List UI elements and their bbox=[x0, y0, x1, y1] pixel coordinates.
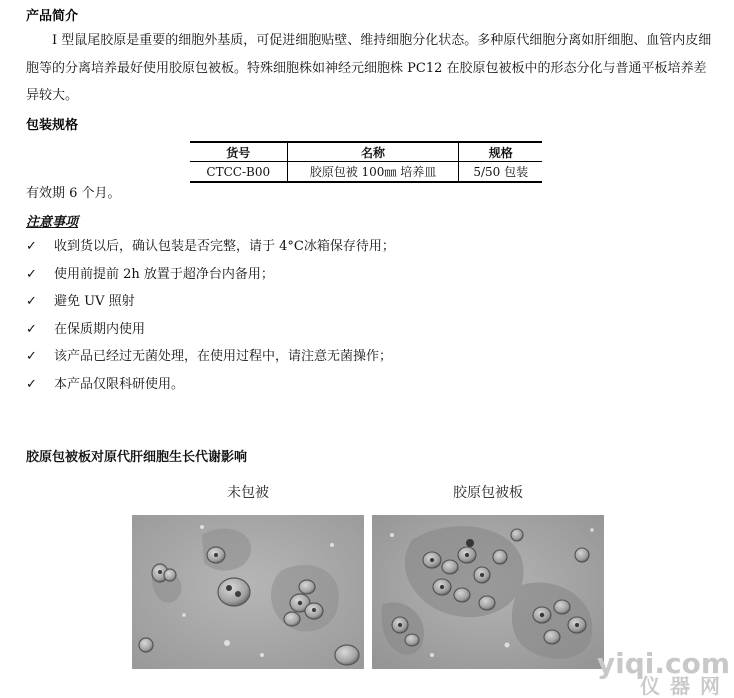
column-header-spec: 规格 bbox=[459, 142, 542, 162]
check-icon: ✓ bbox=[26, 376, 37, 392]
watermark-sub: 仪器网 bbox=[640, 674, 730, 698]
caption-uncoated: 未包被 bbox=[227, 485, 269, 501]
watermark bbox=[596, 647, 730, 698]
cell-name: 胶原包被 100㎜ 培养皿 bbox=[287, 162, 459, 183]
check-icon: ✓ bbox=[26, 239, 37, 254]
check-icon: ✓ bbox=[26, 349, 37, 364]
column-header-name: 名称 bbox=[287, 142, 459, 162]
list-item bbox=[26, 264, 395, 292]
list-item bbox=[26, 374, 395, 402]
check-icon: ✓ bbox=[26, 266, 37, 282]
figure-title: 胶原包被板对原代肝细胞生长代谢影响 bbox=[26, 450, 248, 465]
micrograph-collagen-coated-drawing bbox=[372, 515, 604, 669]
check-icon: ✓ bbox=[26, 321, 37, 337]
note-text: 在保质期内使用 bbox=[54, 321, 146, 337]
notes-heading: 注意事项 bbox=[26, 215, 79, 230]
list-item bbox=[26, 346, 395, 374]
table-header-row bbox=[190, 142, 542, 162]
table-row bbox=[190, 162, 542, 183]
notes-list bbox=[26, 236, 395, 401]
micrograph-uncoated-drawing bbox=[132, 515, 364, 669]
caption-collagen-coated: 胶原包被板 bbox=[453, 485, 523, 501]
cell-spec: 5/50 包装 bbox=[459, 162, 542, 183]
validity-text: 有效期 6 个月。 bbox=[26, 186, 121, 201]
note-text: 本产品仅限科研使用。 bbox=[54, 376, 185, 392]
list-item bbox=[26, 319, 395, 347]
micrograph-uncoated bbox=[132, 515, 364, 669]
packaging-table bbox=[190, 141, 542, 183]
intro-heading: 产品简介 bbox=[26, 9, 79, 24]
watermark-main: yiqi.com bbox=[596, 647, 730, 680]
intro-paragraph: I 型鼠尾胶原是重要的细胞外基质，可促进细胞贴壁、维持细胞分化状态。多种原代细胞分离如肝细胞、血管内皮细胞等的分离培养最好使用胶原包被板。特殊细胞株如神经元细胞株 PC12 在胶原包被板中的形态分化与普通平板培养差异较大。 bbox=[26, 33, 712, 103]
micrograph-collagen-coated bbox=[372, 515, 604, 669]
note-text: 收到货以后，确认包装是否完整，请于 4°C冰箱保存待用； bbox=[54, 239, 395, 254]
note-text: 避免 UV 照射 bbox=[54, 294, 135, 309]
cell-item-no: CTCC-B00 bbox=[190, 162, 287, 183]
list-item bbox=[26, 236, 395, 264]
note-text: 使用前提前 2h 放置于超净台内备用； bbox=[54, 266, 274, 282]
packaging-heading: 包装规格 bbox=[26, 118, 79, 133]
check-icon: ✓ bbox=[26, 294, 37, 309]
column-header-item-no: 货号 bbox=[190, 142, 287, 162]
list-item bbox=[26, 291, 395, 319]
note-text: 该产品已经过无菌处理，在使用过程中，请注意无菌操作； bbox=[54, 349, 393, 364]
